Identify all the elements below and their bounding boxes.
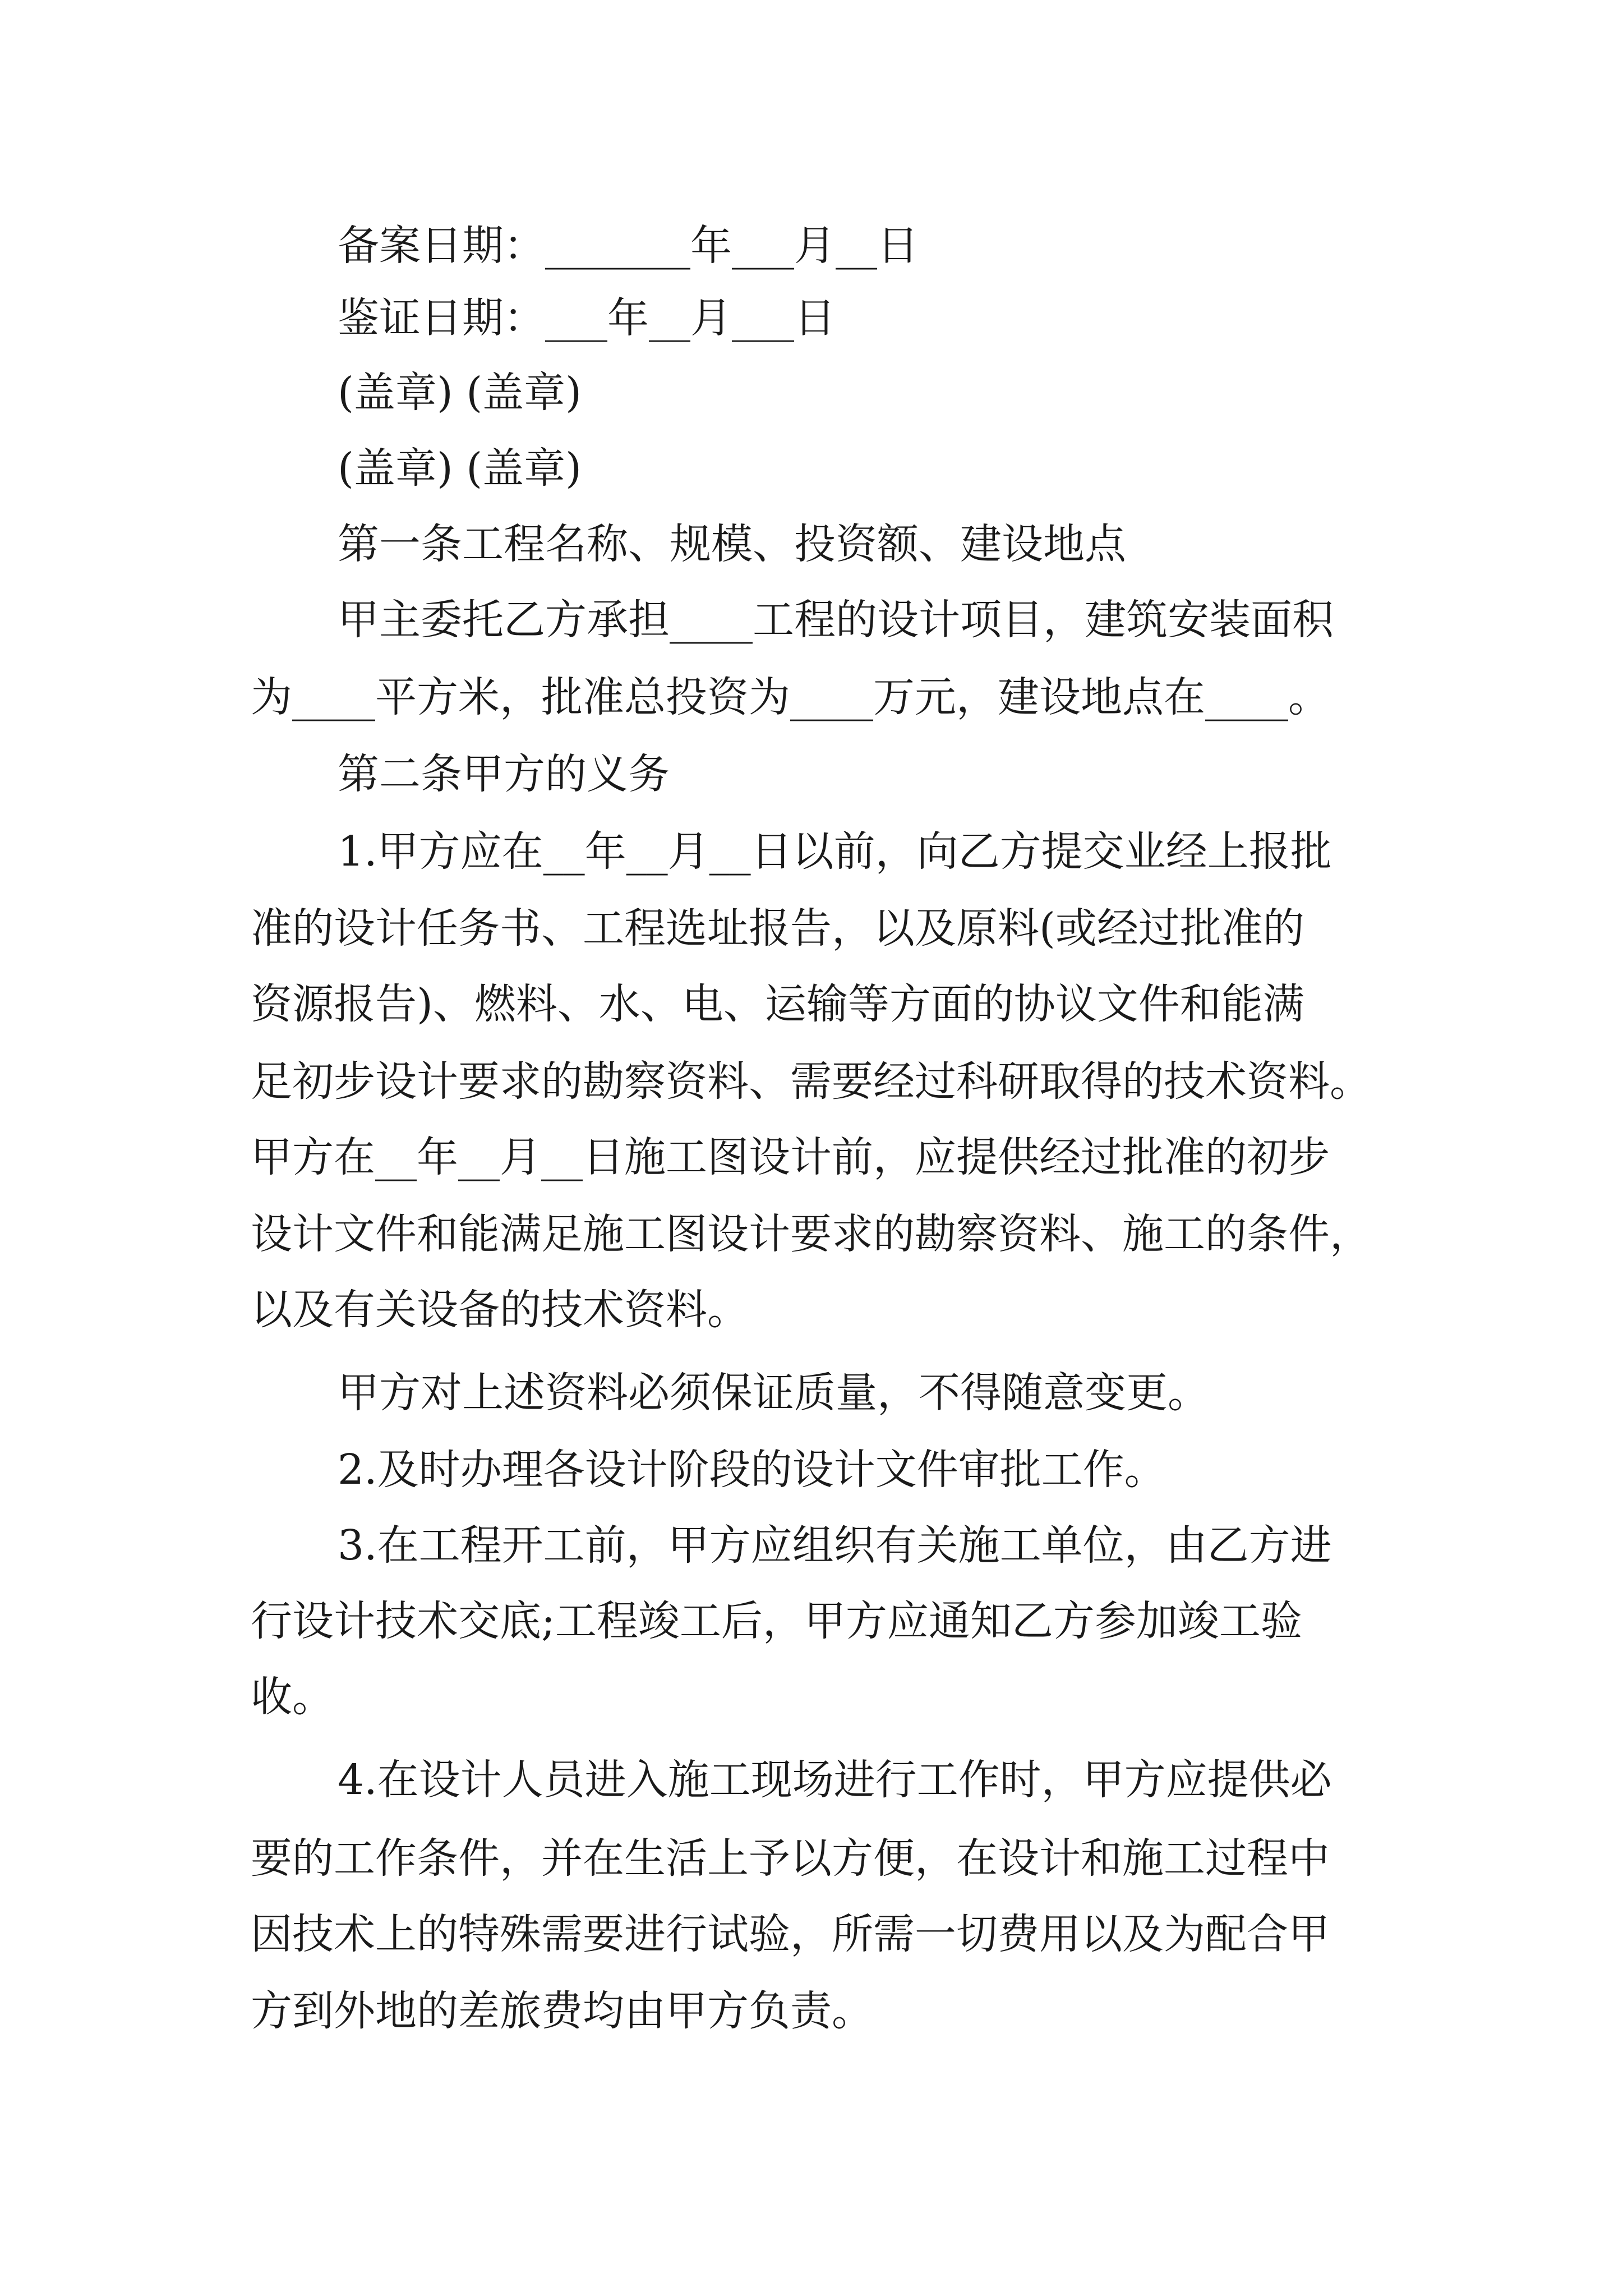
paragraph-line: 甲方对上述资料必须保证质量，不得随意变更。 xyxy=(338,1369,1209,1417)
paragraph-line: 3.在工程开工前，甲方应组织有关施工单位，由乙方进 xyxy=(338,1521,1332,1570)
article-heading: 第二条甲方的义务 xyxy=(338,750,670,798)
paragraph-line: 要的工作条件，并在生活上予以方便，在设计和施工过程中 xyxy=(251,1834,1330,1883)
paragraph-line: 4.在设计人员进入施工现场进行工作时，甲方应提供必 xyxy=(338,1756,1332,1804)
paragraph-line: 1.甲方应在__年__月__日以前，向乙方提交业经上报批 xyxy=(338,827,1332,876)
paragraph-line: 为____平方米，批准总投资为____万元，建设地点在____。 xyxy=(251,673,1330,721)
paragraph-line: 以及有关设备的技术资料。 xyxy=(251,1286,749,1334)
paragraph-line: 收。 xyxy=(251,1673,334,1721)
paragraph-line: 足初步设计要求的勘察资料、需要经过科研取得的技术资料。 xyxy=(251,1057,1371,1106)
seal-line: (盖章) (盖章) xyxy=(338,444,582,493)
paragraph-line: 甲方在__年__月__日施工图设计前，应提供经过批准的初步 xyxy=(251,1133,1330,1181)
paragraph-line: 准的设计任务书、工程选址报告，以及原料(或经过批准的 xyxy=(251,904,1304,953)
paragraph-line: 因技术上的特殊需要进行试验，所需一切费用以及为配合甲 xyxy=(251,1910,1330,1958)
seal-line: (盖章) (盖章) xyxy=(338,369,582,417)
paragraph-line: 行设计技术交底;工程竣工后，甲方应通知乙方参加竣工验 xyxy=(251,1597,1302,1645)
paragraph-line: 设计文件和能满足施工图设计要求的勘察资料、施工的条件， xyxy=(251,1210,1371,1258)
article-heading: 第一条工程名称、规模、投资额、建设地点 xyxy=(338,520,1126,568)
certification-date-line: 鉴证日期：___年__月___日 xyxy=(338,294,836,342)
paragraph-line: 2.及时办理各设计阶段的设计文件审批工作。 xyxy=(338,1446,1166,1494)
filing-date-line: 备案日期：_______年___月__日 xyxy=(338,222,919,270)
paragraph-line: 方到外地的差旅费均由甲方负责。 xyxy=(251,1987,873,2035)
paragraph-line: 资源报告)、燃料、水、电、运输等方面的协议文件和能满 xyxy=(251,980,1304,1028)
paragraph-line: 甲主委托乙方承担____工程的设计项目，建筑安装面积 xyxy=(338,596,1334,644)
